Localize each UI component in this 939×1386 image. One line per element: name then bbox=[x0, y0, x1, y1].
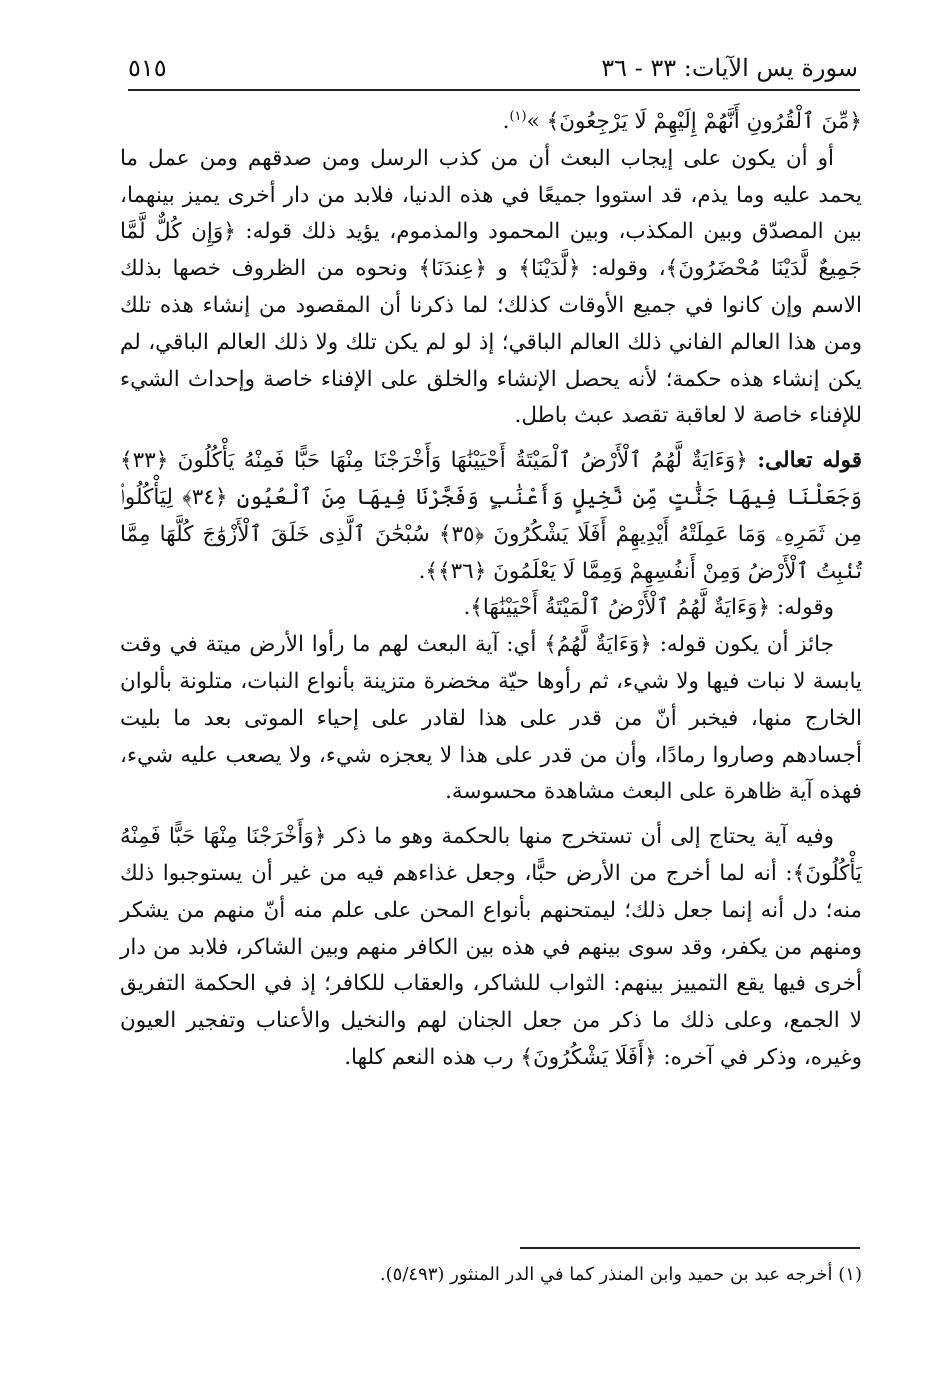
quran-quote: ﴿مِّنَ ٱلْقُرُونِ أَنَّهُمْ إِلَيْهِمْ لَا يَرْجِعُونَ﴾ bbox=[546, 109, 862, 134]
paragraph-6: وفيه آية يحتاج إلى أن تستخرج منها بالحكمة وهو ما ذكر ﴿وَأَخْرَجْنَا مِنْهَا حَبًّا فَمِنْهُ يَأْكُلُونَ﴾: أنه لما أخرج من الأرض حبًّا، وجعل غذاءهم فيه من غير أن يستوجبوا ذلك منه؛ دل أنه إنما جعل ذلك؛ ليمتحنهم بأنواع المحن على علم منه أنّ منهم من يشكر ومنهم من يكفر، وقد سوى بينهم في هذه بين الكافر منهم وبين الشاكر، فلابد من دار أخرى فيها يقع التمييز بينهم: الثواب للشاكر، والعقاب للكافر؛ إذ في الحكمة التفريق لا الجمع، وعلى ذلك ما ذكر من جعل الجنان لهم والنخيل والأعناب وتفجير العيون وغيره، وذكر في آخره: ﴿أَفَلَا يَشْكُرُونَ﴾ رب هذه النعم كلها. bbox=[120, 824, 862, 1070]
paragraph-3 bbox=[120, 443, 862, 590]
header-divider bbox=[128, 89, 860, 91]
quote-mark: » bbox=[526, 109, 540, 134]
page-number: ٥١٥ bbox=[128, 54, 167, 82]
footnote-reference[interactable]: (١) bbox=[509, 108, 527, 124]
paragraph-4: وقوله: ﴿وَءَايَةٌ لَّهُمُ ٱلْأَرْضُ ٱلْمَيْتَةُ أَحْيَيْنَٰهَا﴾. bbox=[463, 595, 834, 621]
surah-verses-title: سورة يس الآيات: ٣٣ - ٣٦ bbox=[601, 54, 858, 82]
section-lead: قوله تعالى: bbox=[757, 448, 862, 474]
footnote-divider bbox=[520, 1247, 860, 1249]
paragraph-1 bbox=[120, 104, 862, 141]
paragraph-5: جائز أن يكون قوله: ﴿وَءَايَةٌ لَّهُمُ﴾ أي: آية البعث لهم ما رأوا الأرض ميتة في وقت يابسة لا نبات فيها ولا شيء، ثم رأوها حيّة مخضرة متزينة بأنواع النبات، متلونة بألوان الخارج منها، فيخبر أنّ من قدر على هذا لقادر على إحياء الموتى بعد ما بليت أجسادهم وصاروا رمادًا، وأن من قدر على هذا لا يعجزه شيء، ولا يصعب عليه شيء، فهذه آية ظاهرة على البعث مشاهدة محسوسة. bbox=[120, 632, 862, 805]
sentence-end: . bbox=[502, 109, 510, 134]
footnote: (١) أخرجه عبد بن حميد وابن المنذر كما في الدر المنثور (٥/٤٩٣). bbox=[379, 1264, 862, 1285]
main-text bbox=[120, 104, 862, 1077]
quran-verses-33-36: ﴿وَءَايَةٌ لَّهُمُ ٱلْأَرْضُ ٱلْمَيْتَةُ أَحْيَيْنَٰهَا وَأَخْرَجْنَا مِنْهَا حَبًّا فَمِنْهُ يَأْكُلُونَ ﴿٣٣﴾ وَجَعَلْنَا فِيهَا جَنَّٰتٍ مِّن نَّخِيلٍ وَأَعْنَٰبٍ وَفَجَّرْنَا فِيهَا مِنَ ٱلْعُيُونِ ﴿٣٤﴾ لِيَأْكُلُوا۟ مِن ثَمَرِهِۦ وَمَا عَمِلَتْهُ أَيْدِيهِمْ أَفَلَا يَشْكُرُونَ ﴿٣٥﴾ سُبْحَٰنَ ٱلَّذِى خَلَقَ ٱلْأَزْوَٰجَ كُلَّهَا مِمَّا تُنۢبِتُ ٱلْأَرْضُ وَمِنْ أَنفُسِهِمْ وَمِمَّا لَا يَعْلَمُونَ ﴿٣٦﴾﴾. bbox=[120, 448, 862, 584]
paragraph-2: أو أن يكون على إيجاب البعث أن من كذب الرسل ومن صدقهم ومن عمل ما يحمد عليه وما يذم، قد استووا جميعًا في هذه الدنيا، فلابد من دار أخرى يميز بينهما، بين المصدّق وبين المكذب، وبين المحمود والمذموم، يؤيد ذلك قوله: ﴿وَإِن كُلٌّ لَّمَّا جَمِيعٌ لَّدَيْنَا مُحْضَرُونَ﴾، وقوله: ﴿لَّدَيْنَا﴾ و ﴿عِندَنَا﴾ ونحوه من الظروف خصها بذلك الاسم وإن كانوا في جميع الأوقات كذلك؛ لما ذكرنا أن المقصود من إنشاء هذه تلك ومن هذا العالم الفاني ذلك العالم الباقي؛ إذ لو لم يكن تلك ولا ذلك العالم الباقي، لم يكن إنشاء هذه حكمة؛ لأنه يحصل الإنشاء والخلق على الإفناء خاصة وإحداث الشيء للإفناء خاصة لا لعاقبة تقصد عبث باطل. bbox=[120, 145, 862, 429]
running-header bbox=[128, 50, 858, 90]
